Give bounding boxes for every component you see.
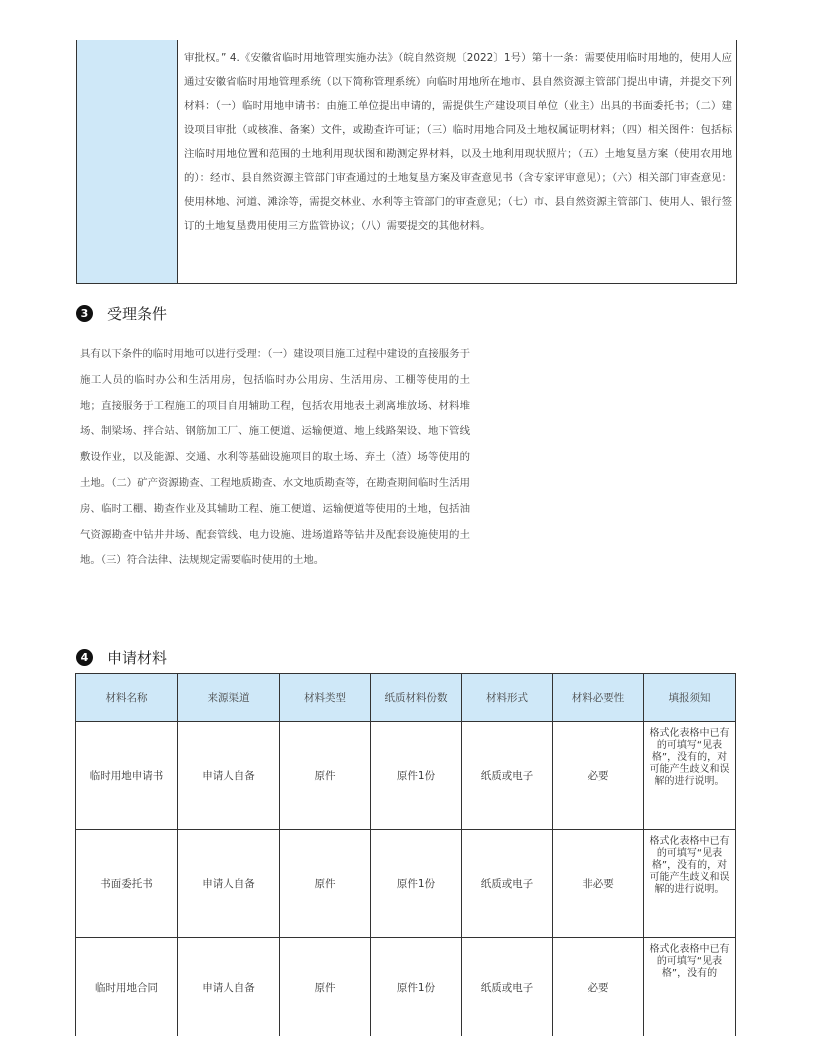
- cell-filling-notes: 格式化表格中已有的可填写“见表格”，没有的: [644, 938, 736, 1037]
- section-number-badge: 4: [76, 649, 93, 666]
- header-material-name: 材料名称: [76, 674, 178, 722]
- legal-basis-text: 审批权。” 4.《安徽省临时用地管理实施办法》（皖自然资规〔2022〕1号）第十一条：需要使用临时用地的，使用人应通过安徽省临时用地管理系统（以下简称管理系统）向临时用地所在地市、县自然资源主管部门提出申请，并提交下列材料：（一）临时用地申请书：由施工单位提出申请的，需提供生产建设项目单位（业主）出具的书面委托书；（二）建设项目审批（或核准、备案）文件，或勘查许可证；（三）临时用地合同及土地权属证明材料；（四）相关图件：包括标注临时用地位置和范围的土地利用现状图和勘测定界材料，以及土地利用现状照片；（五）土地复垦方案（使用农用地的）：经市、县自然资源主管部门审查通过的土地复垦方案及审查意见书（含专家评审意见）；（六）相关部门审查意见：使用林地、河道、滩涂等，需提交林业、水利等主管部门的审查意见；（七）市、县自然资源主管部门、使用人、银行签订的土地复垦费用使用三方监管协议；（八）需要提交的其他材料。: [184, 52, 732, 232]
- header-paper-copies: 纸质材料份数: [371, 674, 462, 722]
- cell-filling-notes: 格式化表格中已有的可填写“见表格”，没有的，对可能产生歧义和误解的进行说明。: [644, 830, 736, 938]
- header-material-form: 材料形式: [462, 674, 553, 722]
- application-materials-table: [75, 673, 736, 1036]
- cell-paper-copies: 原件1份: [371, 830, 462, 938]
- cell-necessity: 非必要: [553, 830, 644, 938]
- header-filling-notes: 填报须知: [644, 674, 736, 722]
- section-number-badge: 3: [76, 305, 93, 322]
- table-row: [76, 722, 736, 830]
- cell-material-name: 临时用地合同: [76, 938, 178, 1037]
- cell-source: 申请人自备: [178, 938, 280, 1037]
- table-label-cell: [77, 40, 178, 283]
- cell-material-form: 纸质或电子: [462, 938, 553, 1037]
- section-title: 申请材料: [107, 649, 168, 667]
- acceptance-conditions-text: 具有以下条件的临时用地可以进行受理：（一）建设项目施工过程中建设的直接服务于施工人员的临时办公和生活用房，包括临时办公用房、生活用房、工棚等使用的土地；直接服务于工程施工的项目自用辅助工程，包括农用地表土剥离堆放场、材料堆场、制梁场、拌合站、钢筋加工厂、施工便道、运输便道、地上线路架设、地下管线敷设作业，以及能源、交通、水利等基础设施项目的取土场、弃土（渣）场等使用的土地。（二）矿产资源勘查、工程地质勘查、水文地质勘查等，在勘查期间临时生活用房、临时工棚、勘查作业及其辅助工程、施工便道、运输便道等使用的土地，包括油气资源勘查中钻井井场、配套管线、电力设施、进场道路等钻井及配套设施使用的土地。（三）符合法律、法规规定需要临时使用的土地。: [80, 348, 470, 567]
- table-row: [76, 938, 736, 1037]
- cell-material-type: 原件: [280, 830, 371, 938]
- cell-source: 申请人自备: [178, 830, 280, 938]
- cell-material-type: 原件: [280, 938, 371, 1037]
- table-row: [76, 830, 736, 938]
- section-heading-materials: [76, 647, 167, 668]
- cell-material-name: 书面委托书: [76, 830, 178, 938]
- cell-source: 申请人自备: [178, 722, 280, 830]
- section-title: 受理条件: [107, 305, 168, 323]
- cell-necessity: 必要: [553, 722, 644, 830]
- section-heading-acceptance: [76, 303, 167, 324]
- legal-basis-table-continued: [76, 40, 737, 284]
- table-header-row: [76, 674, 736, 722]
- cell-necessity: 必要: [553, 938, 644, 1037]
- header-source: 来源渠道: [178, 674, 280, 722]
- header-necessity: 材料必要性: [553, 674, 644, 722]
- cell-filling-notes: 格式化表格中已有的可填写“见表格”，没有的，对可能产生歧义和误解的进行说明。: [644, 722, 736, 830]
- cell-material-name: 临时用地申请书: [76, 722, 178, 830]
- cell-paper-copies: 原件1份: [371, 722, 462, 830]
- cell-material-form: 纸质或电子: [462, 830, 553, 938]
- cell-material-type: 原件: [280, 722, 371, 830]
- cell-paper-copies: 原件1份: [371, 938, 462, 1037]
- header-material-type: 材料类型: [280, 674, 371, 722]
- cell-material-form: 纸质或电子: [462, 722, 553, 830]
